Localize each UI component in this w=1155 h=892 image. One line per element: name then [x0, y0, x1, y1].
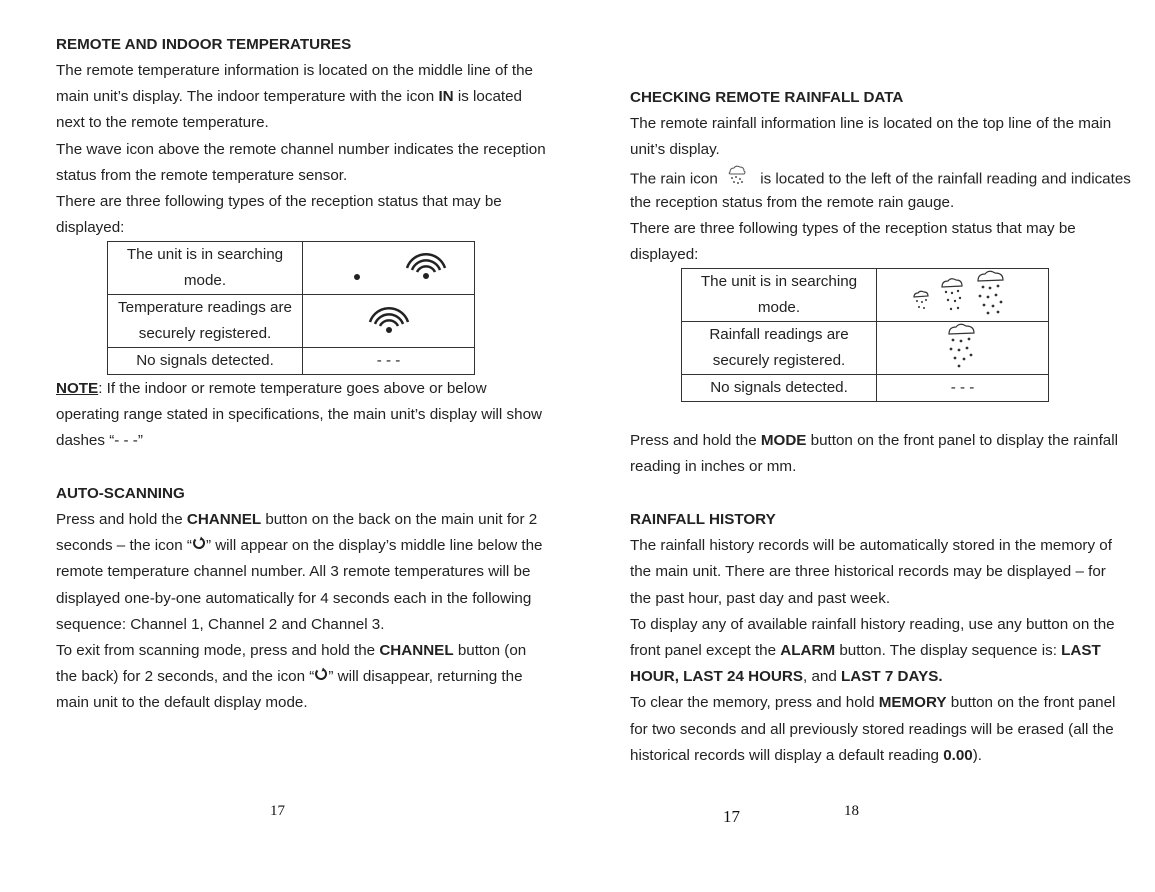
text-line: operating range stated in specifications, the main unit’s display will show [56, 406, 542, 423]
status-searching-label: The unit is in searching mode. [108, 242, 303, 295]
reception-status-table [107, 241, 475, 375]
status-no-signal-label: No signals detected. [108, 348, 303, 375]
heading-rainfall-data: CHECKING REMOTE RAINFALL DATA [630, 89, 904, 106]
text-line: The wave icon above the remote channel number indicates the reception [56, 141, 546, 158]
text-line: There are three following types of the reception status that may be [630, 220, 1076, 237]
text-line: remote temperature channel number. All 3 remote temperatures will be [56, 563, 531, 580]
no-signal-value: - - - [303, 348, 475, 375]
text-line: front panel except the ALARM button. The display sequence is: LAST [630, 642, 1101, 659]
text-line: Press and hold the MODE button on the front panel to display the rainfall [630, 432, 1118, 449]
rain-no-signal-value: - - - [877, 375, 1049, 402]
text-line: for two seconds and all previously stored readings will be erased (all the [630, 721, 1114, 738]
text-line: There are three following types of the reception status that may be [56, 193, 502, 210]
text-line: To exit from scanning mode, press and hold the CHANNEL button (on [56, 642, 527, 659]
rain-status-table [681, 268, 1049, 402]
registered-rain-icon [877, 322, 1049, 375]
text-line: reading in inches or mm. [630, 458, 797, 475]
heading-remote-indoor: REMOTE AND INDOOR TEMPERATURES [56, 36, 352, 53]
page-number-center: 17 [723, 807, 740, 826]
page-number-left: 17 [270, 803, 285, 819]
text-line: status from the remote temperature sensor. [56, 167, 348, 184]
heading-rainfall-history: RAINFALL HISTORY [630, 511, 776, 528]
text-line: sequence: Channel 1, Channel 2 and Channel 3. [56, 616, 385, 633]
searching-wave-icon [303, 242, 475, 295]
text-line: Press and hold the CHANNEL button on the back on the main unit for 2 [56, 511, 538, 528]
text-line: main unit to the default display mode. [56, 694, 308, 711]
text-line: next to the remote temperature. [56, 114, 269, 131]
text-line: The remote rainfall information line is located on the top line of the main [630, 115, 1112, 132]
text-line: the past hour, past day and past week. [630, 590, 891, 607]
text-line: To clear the memory, press and hold MEMORY button on the front panel [630, 694, 1116, 711]
text-line: unit’s display. [630, 141, 720, 158]
text-line: the back) for 2 seconds, and the icon “ ” will disappear, returning the [56, 664, 523, 690]
text-line: the reception status from the remote rain gauge. [630, 194, 955, 211]
text-line: To display any of available rainfall history reading, use any button on the [630, 616, 1115, 633]
page-number-right: 18 [844, 803, 859, 819]
searching-rain-icons [877, 269, 1049, 322]
heading-auto-scanning: AUTO-SCANNING [56, 485, 185, 502]
scan-cycle-icon [314, 664, 328, 690]
registered-wave-icon [303, 295, 475, 348]
text-line: displayed: [56, 219, 125, 236]
text-line: The rain icon is located to the left of the rainfall reading and indicates [630, 164, 1131, 190]
text-line: The rainfall history records will be automatically stored in the memory of [630, 537, 1112, 554]
rain-status-no-signal-label: No signals detected. [682, 375, 877, 402]
text-line: historical records will display a default reading 0.00). [630, 747, 983, 764]
text-line: the main unit. There are three historical records may be displayed – for [630, 563, 1106, 580]
text-line: main unit’s display. The indoor temperature with the icon IN is located [56, 88, 523, 105]
rain-status-registered-label: Rainfall readings are securely registered. [682, 322, 877, 375]
note-label: NOTE [56, 380, 99, 397]
note-line: NOTE: If the indoor or remote temperature goes above or below [56, 380, 487, 397]
rain-status-searching-label: The unit is in searching mode. [682, 269, 877, 322]
text-line: The remote temperature information is located on the middle line of the [56, 62, 533, 79]
text-line: displayed: [630, 246, 699, 263]
text-line: displayed one-by-one automatically for 4 seconds each in the following [56, 590, 532, 607]
status-registered-label: Temperature readings are securely registered. [108, 295, 303, 348]
scan-cycle-icon [192, 533, 206, 559]
text-line: dashes “- - -” [56, 432, 143, 449]
text-line: seconds – the icon “ ” will appear on the display’s middle line below the [56, 533, 543, 559]
text-line: HOUR, LAST 24 HOURS, and LAST 7 DAYS. [630, 668, 943, 685]
